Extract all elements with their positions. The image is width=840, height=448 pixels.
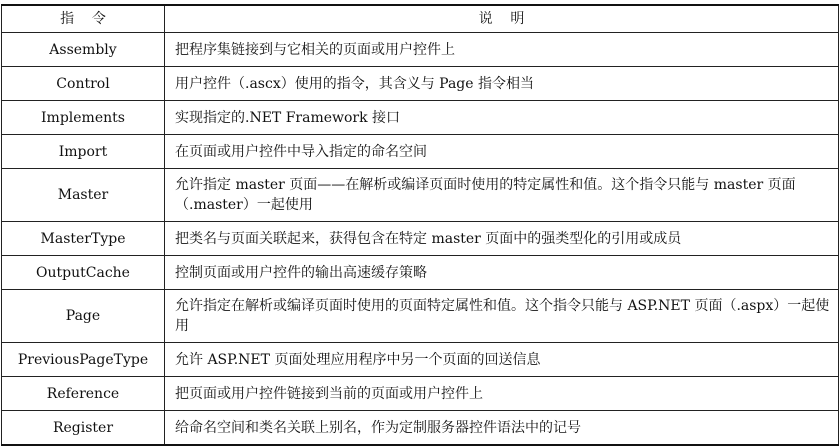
description-cell: 把类名与页面关联起来，获得包含在特定 master 页面中的强类型化的引用或成员 <box>165 222 839 256</box>
table-row <box>2 290 839 343</box>
table-row <box>2 256 839 290</box>
directive-cell: Implements <box>2 101 165 135</box>
directive-cell: Import <box>2 135 165 169</box>
table-row <box>2 33 839 67</box>
directive-cell: MasterType <box>2 222 165 256</box>
directive-cell: Page <box>2 290 165 343</box>
table-row <box>2 169 839 222</box>
description-cell: 把程序集链接到与它相关的页面或用户控件上 <box>165 33 839 67</box>
directive-cell: PreviousPageType <box>2 343 165 377</box>
table-row <box>2 411 839 446</box>
description-cell: 控制页面或用户控件的输出高速缓存策略 <box>165 256 839 290</box>
description-cell: 允许指定在解析或编译页面时使用的页面特定属性和值。这个指令只能与 ASP.NET 页面（.aspx）一起使用 <box>165 290 839 343</box>
description-cell: 允许指定 master 页面——在解析或编译页面时使用的特定属性和值。这个指令只能与 master 页面（.master）一起使用 <box>165 169 839 222</box>
description-cell: 在页面或用户控件中导入指定的命名空间 <box>165 135 839 169</box>
directives-table <box>1 4 839 446</box>
header-directive-label: 指 令 <box>60 11 106 27</box>
header-description-label: 说 明 <box>478 11 525 27</box>
directive-cell: Assembly <box>2 33 165 67</box>
directive-cell: Control <box>2 67 165 101</box>
description-cell: 把页面或用户控件链接到当前的页面或用户控件上 <box>165 377 839 411</box>
table-row <box>2 222 839 256</box>
directives-table-container <box>1 4 838 446</box>
directive-cell: Master <box>2 169 165 222</box>
description-cell: 实现指定的.NET Framework 接口 <box>165 101 839 135</box>
directive-cell: Register <box>2 411 165 446</box>
description-cell: 给命名空间和类名关联上别名，作为定制服务器控件语法中的记号 <box>165 411 839 446</box>
header-directive <box>2 5 165 33</box>
directive-cell: OutputCache <box>2 256 165 290</box>
table-row <box>2 343 839 377</box>
header-description <box>165 5 839 33</box>
table-row <box>2 135 839 169</box>
table-header-row <box>2 5 839 33</box>
description-cell: 用户控件（.ascx）使用的指令，其含义与 Page 指令相当 <box>165 67 839 101</box>
directive-cell: Reference <box>2 377 165 411</box>
table-row <box>2 377 839 411</box>
description-cell: 允许 ASP.NET 页面处理应用程序中另一个页面的回送信息 <box>165 343 839 377</box>
table-row <box>2 101 839 135</box>
table-row <box>2 67 839 101</box>
